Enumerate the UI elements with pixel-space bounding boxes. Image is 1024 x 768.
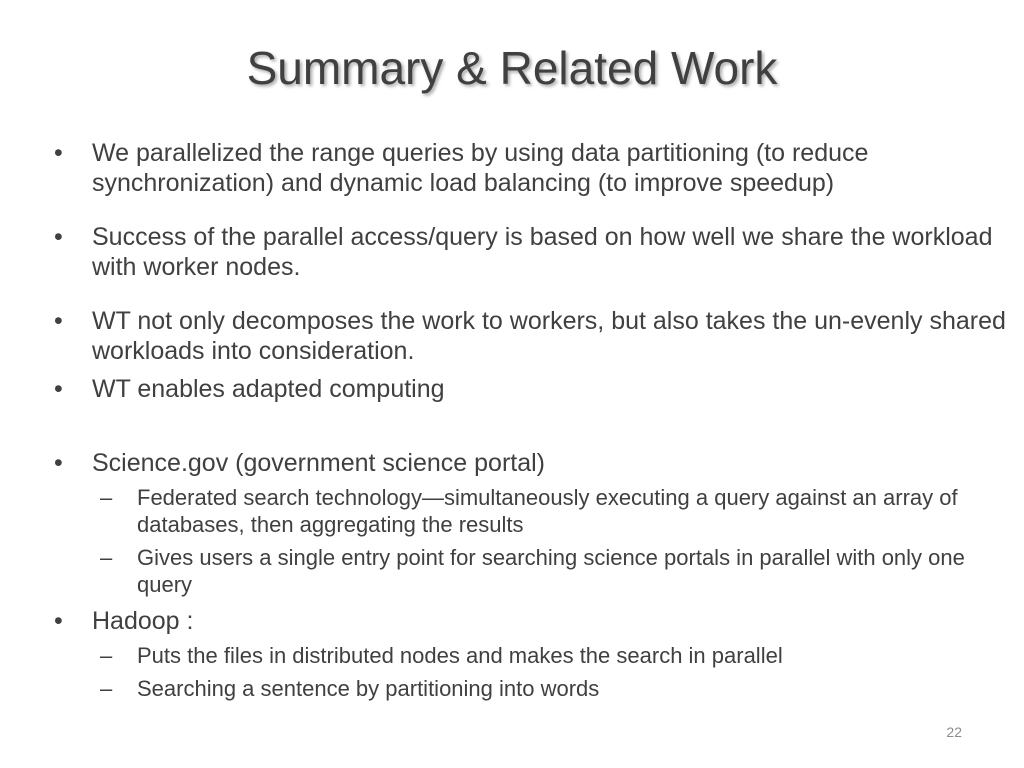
- bullet-item: [54, 374, 1014, 404]
- slide-title: Summary & Related Work: [246, 42, 778, 94]
- bullet-icon: •: [54, 607, 63, 635]
- bullet-item: [54, 222, 1014, 282]
- dash-icon: –: [100, 676, 113, 701]
- bullet-text: We parallelized the range queries by using data partitioning (to reduce synchronization) and dynamic load balancing (to improve speedup): [92, 139, 869, 197]
- bullet-icon: •: [54, 139, 63, 167]
- page-number: 22: [946, 724, 962, 740]
- bullet-text: Science.gov (government science portal): [92, 449, 546, 477]
- bullet-item: [54, 306, 1014, 366]
- slide-body: [54, 138, 1014, 702]
- bullet-text: Hadoop :: [92, 607, 194, 635]
- bullet-text: WT enables adapted computing: [92, 375, 445, 403]
- sub-bullet-text: Puts the files in distributed nodes and makes the search in parallel: [137, 643, 783, 668]
- sub-bullet-text: Federated search technology—simultaneously executing a query against an array of databases, then aggregating the results: [137, 485, 958, 537]
- dash-icon: –: [100, 643, 113, 668]
- bullet-item: [54, 448, 1014, 478]
- bullet-icon: •: [54, 449, 63, 477]
- bullet-item: [54, 138, 1014, 198]
- dash-icon: –: [100, 545, 113, 570]
- sub-bullet-item: [54, 642, 1014, 669]
- sub-bullet-item: [54, 484, 1014, 538]
- bullet-item: [54, 606, 1014, 636]
- bullet-icon: •: [54, 375, 63, 403]
- sub-bullet-text: Searching a sentence by partitioning into words: [137, 676, 600, 701]
- bullet-text: WT not only decomposes the work to workers, but also takes the un-evenly shared workloads into consideration.: [92, 307, 1006, 365]
- bullet-icon: •: [54, 223, 63, 251]
- dash-icon: –: [100, 485, 113, 510]
- bullet-icon: •: [54, 307, 63, 335]
- bullet-text: Success of the parallel access/query is based on how well we share the workload with worker nodes.: [92, 223, 993, 281]
- sub-bullet-text: Gives users a single entry point for searching science portals in parallel with only one query: [137, 545, 965, 597]
- sub-bullet-item: [54, 675, 1014, 702]
- sub-bullet-item: [54, 544, 1014, 598]
